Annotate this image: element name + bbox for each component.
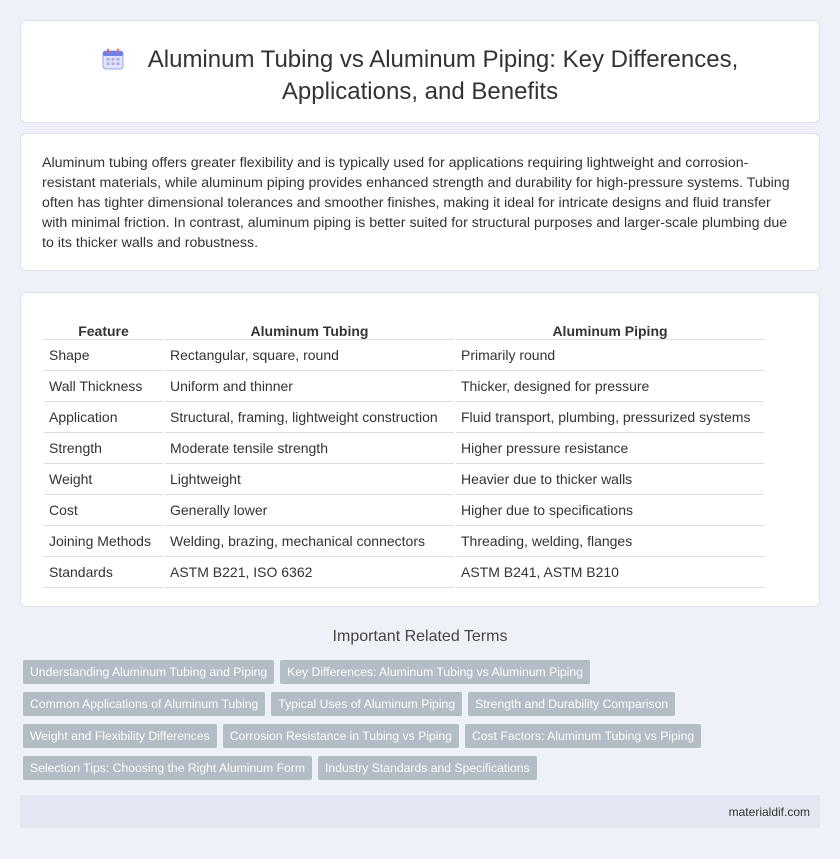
- feature-cell: Application: [44, 402, 163, 433]
- intro-paragraph: Aluminum tubing offers greater flexibility and is typically used for applications requiring lightweight and corrosion-resistant materials, while aluminum piping provides enhanced strength and durability for high-pressure systems. Tubing often has tighter dimensional tolerances and smoother finishes, making it ideal for intricate designs and fluid transfer with minimal friction. In contrast, aluminum piping is better suited for structural purposes and larger-scale plumbing due to its thicker walls and robustness.: [42, 155, 790, 251]
- calendar-icon: [102, 48, 124, 77]
- piping-cell: Higher pressure resistance: [456, 433, 764, 464]
- related-term-tag[interactable]: Typical Uses of Aluminum Piping: [271, 692, 462, 716]
- header-card: [20, 20, 820, 123]
- related-terms-title: Important Related Terms: [332, 628, 508, 645]
- tubing-cell: Rectangular, square, round: [165, 340, 454, 371]
- related-term-tag[interactable]: Industry Standards and Specifications: [318, 756, 537, 780]
- table-row: [44, 526, 764, 557]
- related-term-tag[interactable]: Key Differences: Aluminum Tubing vs Aluminum Piping: [280, 660, 590, 684]
- tubing-cell: ASTM B221, ISO 6362: [165, 557, 454, 588]
- header-feature: Feature: [44, 315, 163, 340]
- tubing-cell: Moderate tensile strength: [165, 433, 454, 464]
- feature-cell: Strength: [44, 433, 163, 464]
- title-line-2: Applications, and Benefits: [281, 78, 559, 105]
- header-tubing: Aluminum Tubing: [165, 315, 454, 340]
- tubing-cell: Welding, brazing, mechanical connectors: [165, 526, 454, 557]
- related-term-tag[interactable]: Weight and Flexibility Differences: [23, 724, 217, 748]
- footer: [20, 795, 820, 828]
- related-terms-list: [23, 660, 723, 788]
- page-title: [21, 45, 819, 106]
- feature-cell: Standards: [44, 557, 163, 588]
- feature-cell: Joining Methods: [44, 526, 163, 557]
- related-term-tag[interactable]: Cost Factors: Aluminum Tubing vs Piping: [465, 724, 701, 748]
- tubing-cell: Generally lower: [165, 495, 454, 526]
- related-term-tag[interactable]: Strength and Durability Comparison: [468, 692, 675, 716]
- piping-cell: Primarily round: [456, 340, 764, 371]
- table-row: [44, 340, 764, 371]
- table-row: [44, 371, 764, 402]
- table-row: [44, 433, 764, 464]
- comparison-table-card: [20, 292, 820, 607]
- feature-cell: Wall Thickness: [44, 371, 163, 402]
- related-term-tag[interactable]: Selection Tips: Choosing the Right Aluminum Form: [23, 756, 312, 780]
- tubing-cell: Structural, framing, lightweight construction: [165, 402, 454, 433]
- piping-cell: ASTM B241, ASTM B210: [456, 557, 764, 588]
- intro-card: [20, 133, 820, 271]
- related-term-tag[interactable]: Common Applications of Aluminum Tubing: [23, 692, 265, 716]
- feature-cell: Shape: [44, 340, 163, 371]
- piping-cell: Higher due to specifications: [456, 495, 764, 526]
- table-row: [44, 402, 764, 433]
- piping-cell: Thicker, designed for pressure: [456, 371, 764, 402]
- title-line-1: Aluminum Tubing vs Aluminum Piping: Key Differences,: [147, 46, 739, 73]
- site-name[interactable]: materialdif.com: [728, 805, 810, 819]
- piping-cell: Heavier due to thicker walls: [456, 464, 764, 495]
- table-row: [44, 557, 764, 588]
- piping-cell: Fluid transport, plumbing, pressurized systems: [456, 402, 764, 433]
- feature-cell: Weight: [44, 464, 163, 495]
- table-row: [44, 495, 764, 526]
- header-piping: Aluminum Piping: [456, 315, 764, 340]
- table-row: [44, 464, 764, 495]
- table-header-row: [44, 315, 764, 340]
- feature-cell: Cost: [44, 495, 163, 526]
- tubing-cell: Lightweight: [165, 464, 454, 495]
- piping-cell: Threading, welding, flanges: [456, 526, 764, 557]
- tubing-cell: Uniform and thinner: [165, 371, 454, 402]
- related-term-tag[interactable]: Corrosion Resistance in Tubing vs Piping: [223, 724, 459, 748]
- comparison-table: [42, 315, 766, 588]
- related-term-tag[interactable]: Understanding Aluminum Tubing and Piping: [23, 660, 274, 684]
